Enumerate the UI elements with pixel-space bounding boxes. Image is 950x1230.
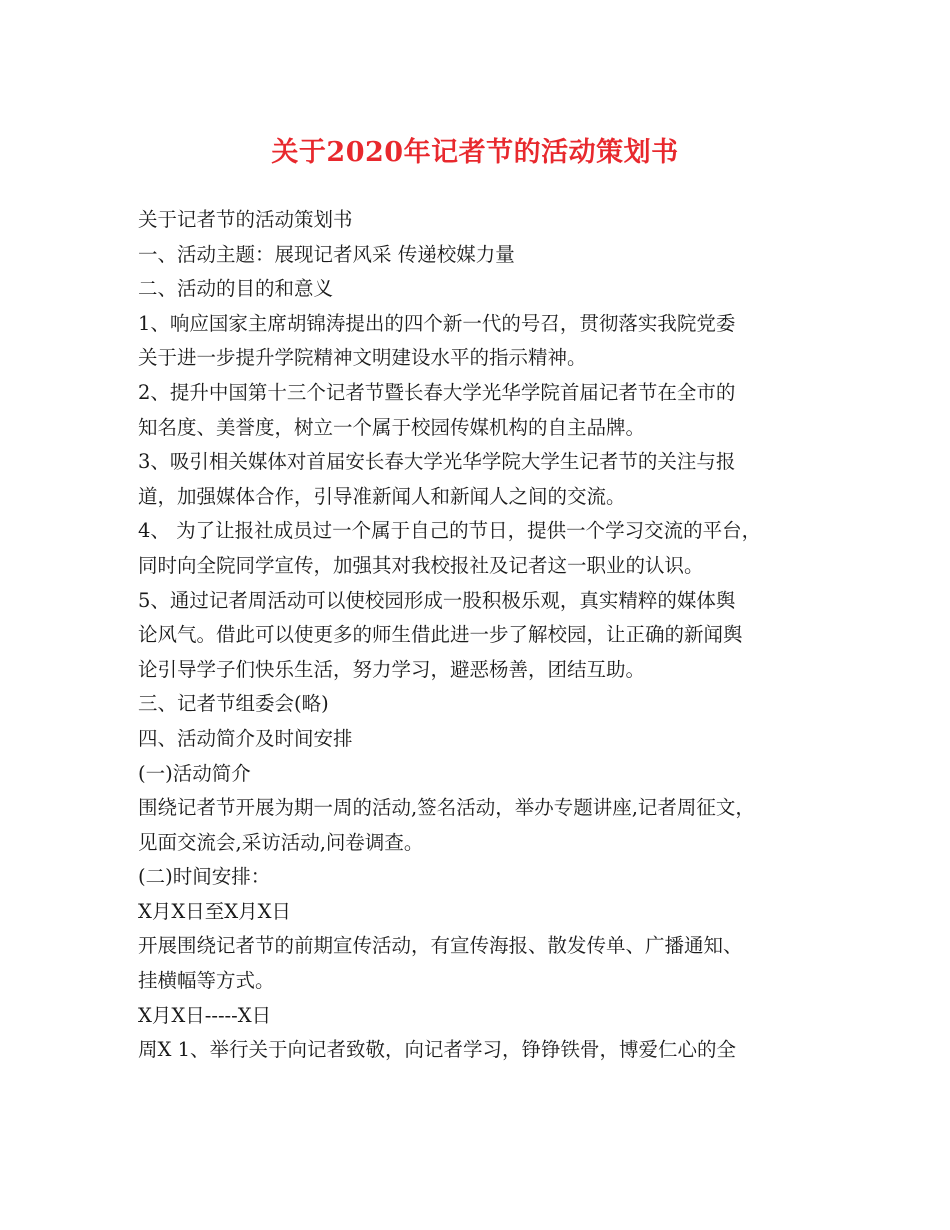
- text-line: 关于记者节的活动策划书: [138, 208, 353, 231]
- text-line: 论风气。借此可以使更多的师生借此进一步了解校园，让正确的新闻舆: [138, 623, 743, 647]
- text-line: 1、响应国家主席胡锦涛提出的四个新一代的号召，贯彻落实我院党委: [138, 311, 736, 335]
- text-line: 四、活动简介及时间安排: [138, 726, 353, 750]
- text-line: 围绕记者节开展为期一周的活动,签名活动，举办专题讲座,记者周征文，: [138, 796, 755, 820]
- text-line: 开展围绕记者节的前期宣传活动，有宣传海报、散发传单、广播通知、: [138, 934, 743, 958]
- text-line: 2、提升中国第十三个记者节暨长春大学光华学院首届记者节在全市的: [138, 380, 736, 404]
- text-line: 知名度、美誉度，树立一个属于校园传媒机构的自主品牌。: [138, 415, 646, 439]
- text-line: 5、通过记者周活动可以使校园形成一股积极乐观，真实精粹的媒体舆: [138, 588, 736, 612]
- text-line: 一、活动主题：展现记者风采 传递校媒力量: [138, 242, 515, 266]
- text-line: 三、记者节组委会(略): [138, 692, 329, 716]
- document-title: 关于2020年记者节的活动策划书: [271, 137, 679, 168]
- text-line: 挂横幅等方式。: [138, 969, 275, 993]
- text-line: 论引导学子们快乐生活，努力学习，避恶杨善，团结互助。: [138, 657, 646, 681]
- text-line: 周X 1、举行关于向记者致敬，向记者学习，铮铮铁骨，博爱仁心的全: [138, 1038, 736, 1062]
- text-line: X月X日-----X日: [138, 1003, 272, 1027]
- text-line: 道，加强媒体合作，引导准新闻人和新闻人之间的交流。: [138, 484, 626, 508]
- text-line: 见面交流会,采访活动,问卷调查。: [138, 830, 424, 854]
- document-body: [138, 203, 818, 1068]
- text-line: (一)活动简介: [138, 761, 251, 785]
- text-line: 二、活动的目的和意义: [138, 277, 334, 301]
- text-line: 关于进一步提升学院精神文明建设水平的指示精神。: [138, 346, 587, 370]
- text-line: 3、吸引相关媒体对首届安长春大学光华学院大学生记者节的关注与报: [138, 450, 736, 474]
- text-line: X月X日至X月X日: [138, 899, 292, 923]
- text-line: (二)时间安排：: [138, 865, 271, 889]
- text-line: 同时向全院同学宣传，加强其对我校报社及记者这一职业的认识。: [138, 553, 704, 577]
- text-line: 4、 为了让报社成员过一个属于自己的节日，提供一个学习交流的平台，: [138, 519, 762, 543]
